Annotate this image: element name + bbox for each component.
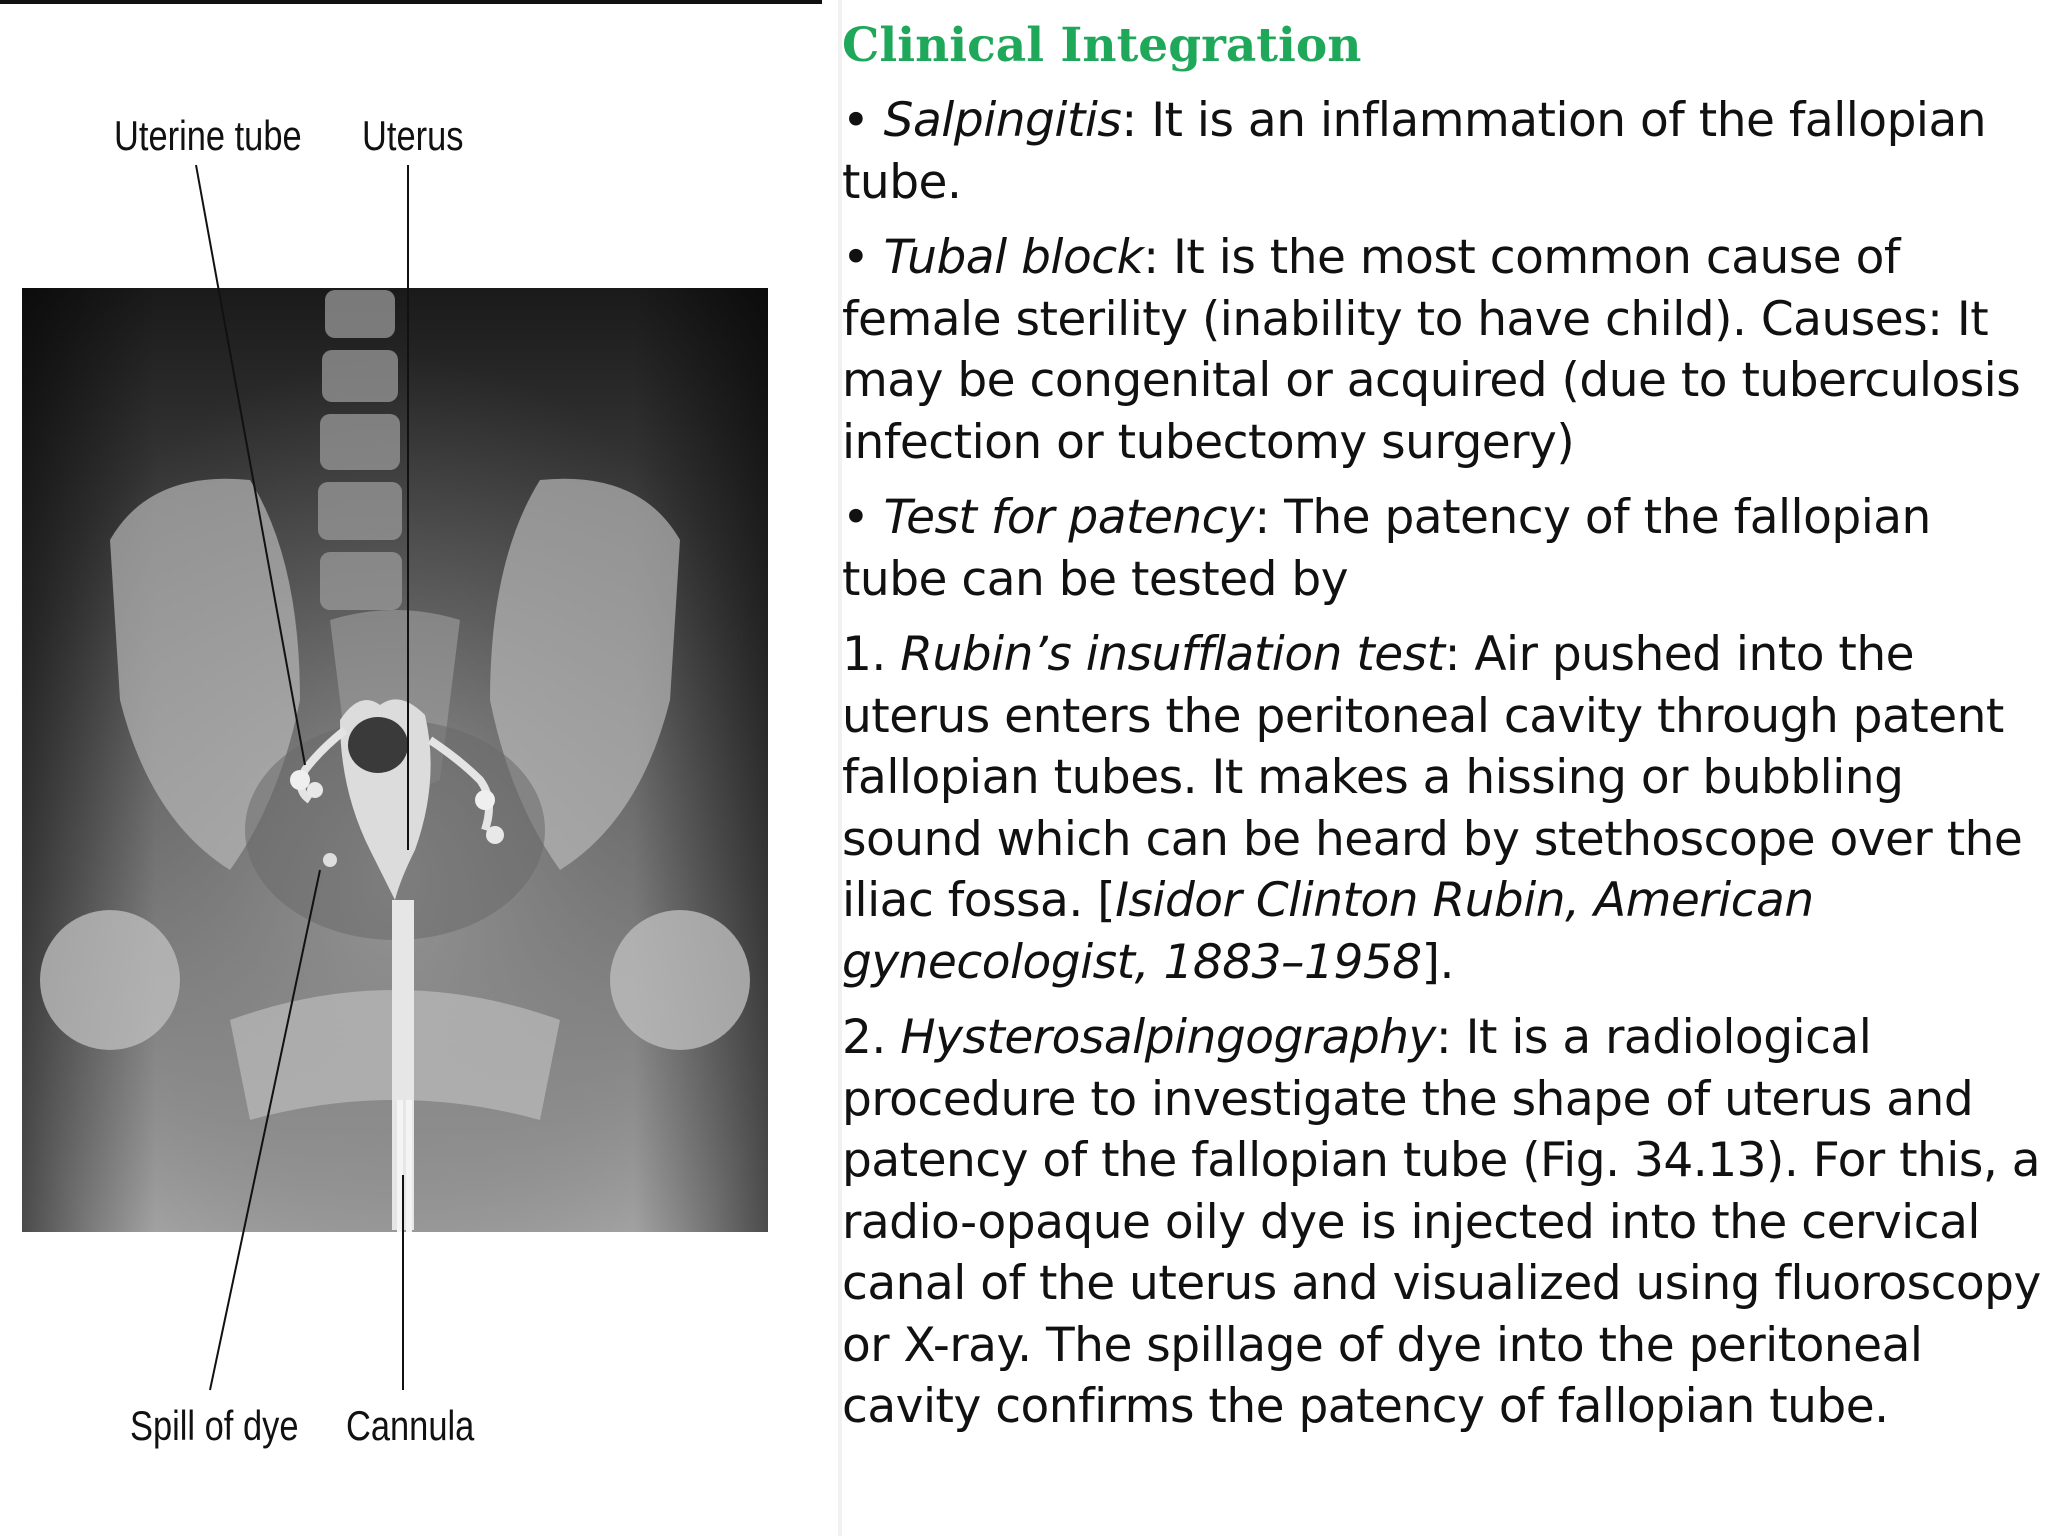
- term-rubin: Rubin’s insufflation test: [900, 627, 1445, 682]
- list-number: 1.: [842, 627, 901, 682]
- text-rubin: : Air pushed into the uterus enters the peritoneal cavity through patent fallopian tubes. It makes a hissing or bubbling sound which can be heard by stethoscope over the iliac fossa. [: [842, 627, 2023, 928]
- citation-rubin: Isidor Clinton Rubin, American gynecologist, 1883–1958: [842, 873, 1814, 990]
- list-number: 2.: [842, 1010, 901, 1065]
- term-salpingitis: Salpingitis: [883, 93, 1122, 148]
- text-rubin-tail: ].: [1421, 934, 1454, 990]
- bullet: •: [842, 490, 884, 545]
- text-test-patency: : The patency of the fallopian tube can be tested by: [842, 490, 1931, 607]
- text-hsg: : It is a radiological procedure to investigate the shape of uterus and patency of the fallopian tube (Fig. 34.13). For this, a radio-opaque oily dye is injected into the cervical canal of the uterus and visualized using fluoroscopy or X-ray. The spillage of dye into the peritoneal cavity confirms the patency of fallopian tube.: [842, 1010, 2041, 1434]
- paragraph-tubal-block: [842, 227, 2042, 473]
- text-salpingitis: : It is an inflammation of the fallopian tube.: [842, 93, 1987, 210]
- paragraph-test-patency: [842, 487, 2042, 610]
- term-tubal-block: Tubal block: [883, 230, 1144, 285]
- term-hsg: Hysterosalpingography: [900, 1010, 1436, 1065]
- paragraph-salpingitis: [842, 90, 2042, 213]
- hysterosalpingogram-figure: [0, 0, 835, 1536]
- paragraph-rubin: [842, 624, 2042, 993]
- paragraph-hsg: [842, 1007, 2042, 1438]
- label-spill-of-dye: Spill of dye: [130, 1402, 299, 1449]
- xray-image: [0, 0, 835, 1536]
- text-tubal-block: : It is the most common cause of female sterility (inability to have child). Causes: It may be congenital or acquired (due to tuberculosis infection or tubectomy surgery): [842, 230, 2021, 470]
- label-uterus: Uterus: [362, 112, 464, 159]
- bullet: •: [842, 93, 884, 148]
- bullet: •: [842, 230, 884, 285]
- text-column: [842, 10, 2042, 1452]
- label-cannula: Cannula: [346, 1402, 475, 1449]
- term-test-patency: Test for patency: [883, 490, 1255, 545]
- section-heading: Clinical Integration: [842, 18, 1362, 73]
- label-uterine-tube: Uterine tube: [114, 112, 302, 159]
